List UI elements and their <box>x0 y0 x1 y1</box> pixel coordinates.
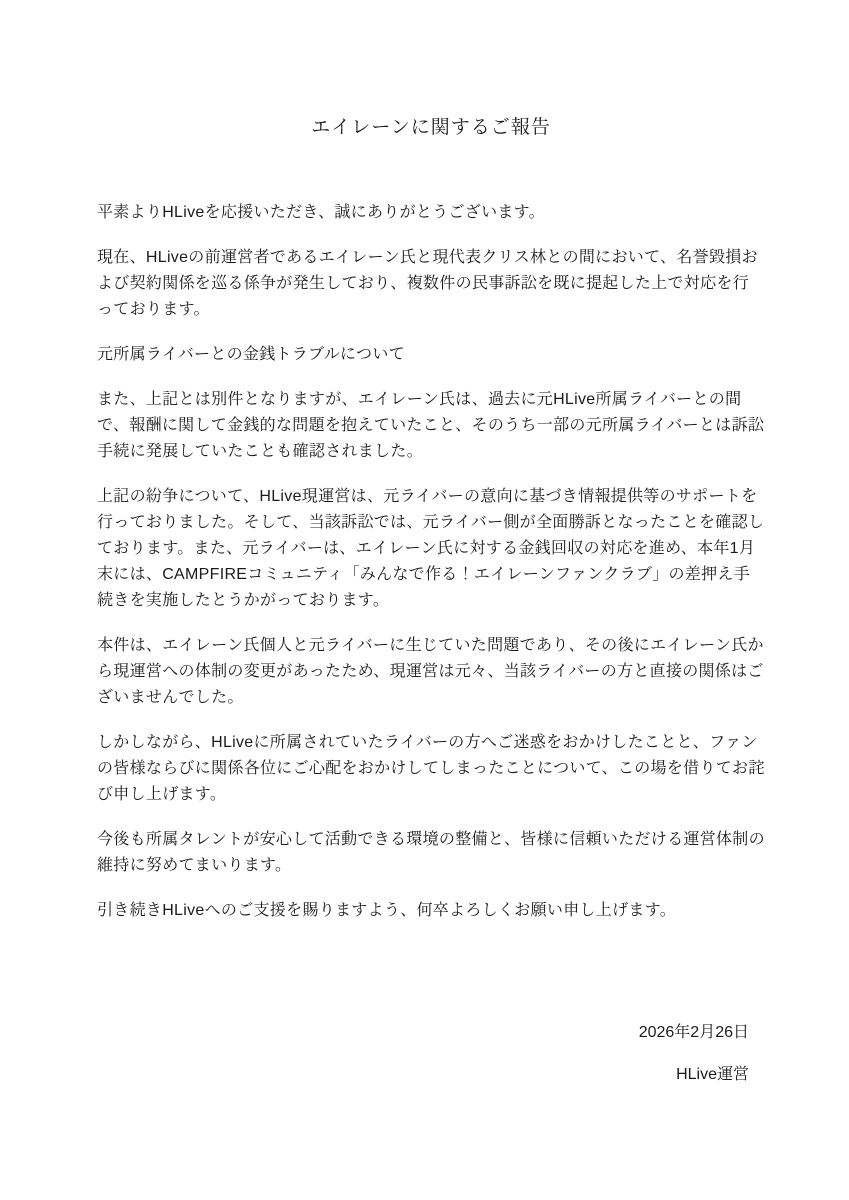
document-date: 2026年2月26日 <box>638 1024 749 1041</box>
paragraph-closing: 引き続きHLiveへのご支援を賜りますよう、何卒よろしくお願い申し上げます。 <box>97 902 677 919</box>
paragraph-no-relation: 本件は、エイレーン氏個人と元ライバーに生じていた問題であり、その後にエイレーン氏から現運営への体制の変更があったため、現運営は元々、当該ライバーの方と直接の関係はございませんでした。 <box>97 637 764 706</box>
document-title: エイレーンに関するご報告 <box>311 117 551 138</box>
paragraph-money-trouble: また、上記とは別件となりますが、エイレーン氏は、過去に元HLive所属ライバーとの間で、報酬に関して金銭的な問題を抱えていたこと、そのうち一部の元所属ライバーとは訴訟手続に発展していたことも確認されました。 <box>97 391 765 460</box>
signature-block <box>97 1020 765 1088</box>
litigation-overview-paragraph: 現在、HLiveの前運営者であるエイレーン氏と現代表クリス林との間において、名誉毀損および契約関係を巡る係争が発生しており、複数件の民事訴訟を既に提起した上で対応を行っております。 <box>97 249 758 318</box>
paragraph-commitment: 今後も所属タレントが安心して活動できる環境の整備と、皆様に信頼いただける運営体制の維持に努めてまいります。 <box>97 831 765 874</box>
paragraph-apology: しかしながら、HLiveに所属されていたライバーの方へご迷惑をおかけしたことと、ファンの皆様ならびに関係各位にご心配をおかけしてしまったことについて、この場を借りてお詫び申し上げます。 <box>97 734 765 803</box>
section-heading: 元所属ライバーとの金銭トラブルについて <box>97 346 405 363</box>
greeting-paragraph: 平素よりHLiveを応援いただき、誠にありがとうございます。 <box>97 204 545 221</box>
document-signature: HLive運営 <box>676 1066 749 1083</box>
paragraph-lawsuit-support: 上記の紛争について、HLive現運営は、元ライバーの意向に基づき情報提供等のサポートを行っておりました。そして、当該訴訟では、元ライバー側が全面勝訴となったことを確認しております。また、元ライバーは、エイレーン氏に対する金銭回収の対応を進め、本年1月末には、CAMPFIREコミュニティ「みんなで作る！エイレーンファンクラブ」の差押え手続きを実施したとうかがっております。 <box>97 488 765 609</box>
